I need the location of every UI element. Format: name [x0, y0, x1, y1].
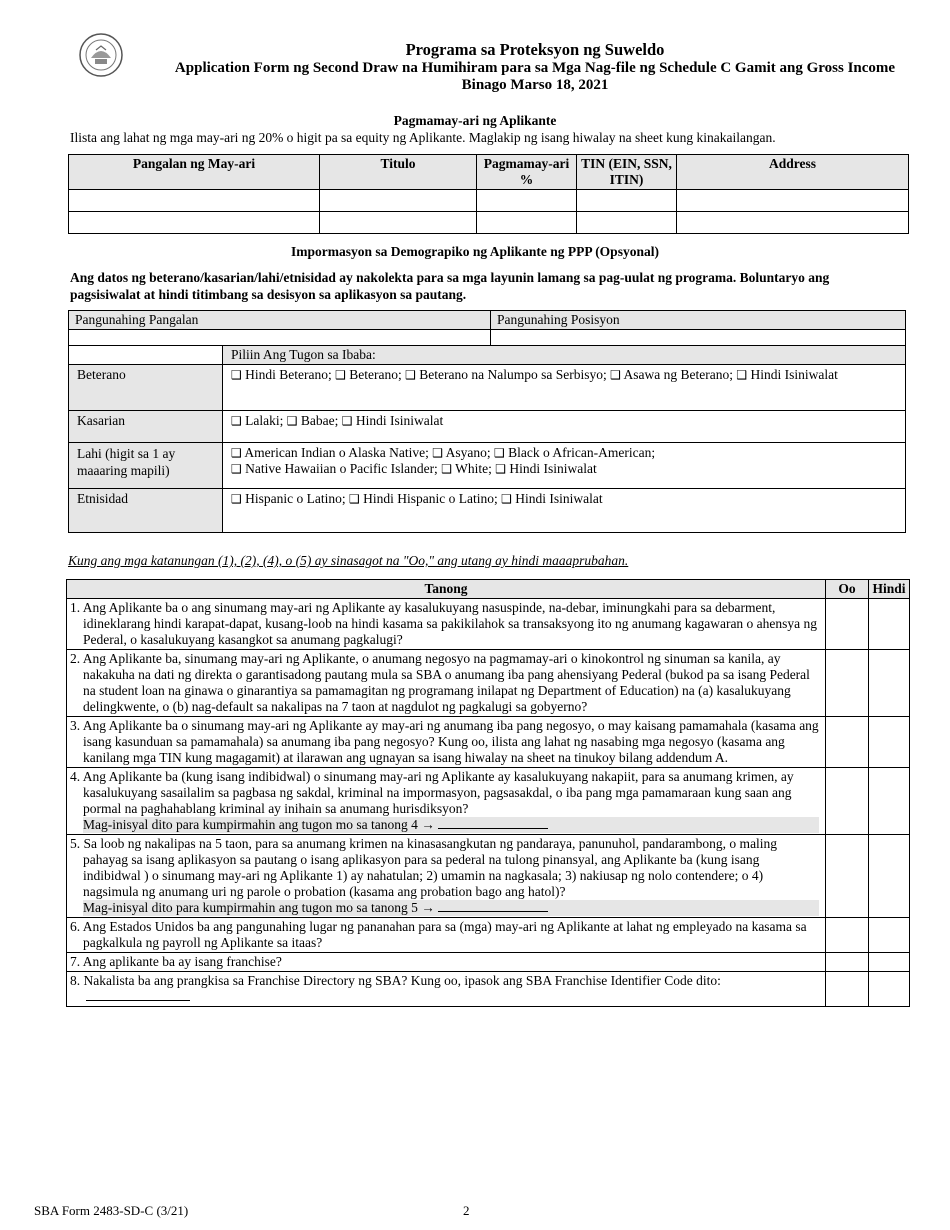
- question-body: Ang Aplikante ba, sinumang may-ari ng Aplikante, o anumang negosyo na pagmamay-ari o kinokontrol ng sinuman sa kanila, ay nakakuha na dati ng direkta o garantisadong pautang mula sa SBA o anumang iba pang ahensiyang Pederal (bukod pa sa isang Pederal na student loan na ginawa o ginarantiya sa pamamagitan ng programang inilapat ng Department of Education) na (a) kasalukuyang delingkwente, o (b) nag-default sa nakalipas na 7 taon at nagdulot ng pagkalugi sa gobyerno?: [82, 651, 810, 714]
- question-text: [67, 717, 826, 768]
- initial-prompt: [83, 900, 819, 916]
- question-row: [67, 953, 910, 972]
- question-text: [67, 650, 826, 717]
- ethnicity-option: Hindi Hispanic o Latino;: [363, 491, 498, 506]
- checkbox-icon[interactable]: ❑: [495, 462, 506, 476]
- ethnicity-option: Hispanic o Latino;: [245, 491, 346, 506]
- choose-label: Piliin Ang Tugon sa Ibaba:: [223, 346, 906, 365]
- question-number: 1.: [70, 600, 81, 615]
- owner-address-cell[interactable]: [677, 212, 909, 234]
- col-owner-name: Pangalan ng May-ari: [69, 155, 320, 190]
- demographic-title: Impormasyon sa Demograpiko ng Aplikante ng PPP (Opsyonal): [291, 244, 659, 259]
- question-text: [67, 972, 826, 1007]
- question-row: [67, 918, 910, 953]
- question-number: 7.: [70, 954, 81, 969]
- answer-yes-cell[interactable]: [826, 918, 869, 953]
- page-number: 2: [463, 1203, 470, 1218]
- owner-pct-cell[interactable]: [477, 190, 577, 212]
- owner-title-cell[interactable]: [320, 190, 477, 212]
- question-number: 3.: [70, 718, 81, 733]
- question-row: [67, 972, 910, 1007]
- form-title: Programa sa Proteksyon ng Suweldo: [405, 40, 665, 59]
- question-row: [67, 599, 910, 650]
- initial-prompt-text: Mag-inisyal dito para kumpirmahin ang tugon mo sa tanong 4 →: [83, 817, 435, 832]
- question-text: [67, 599, 826, 650]
- answer-no-cell[interactable]: [869, 768, 910, 835]
- checkbox-icon[interactable]: ❑: [349, 492, 360, 506]
- col-question: Tanong: [67, 580, 826, 599]
- race-options: [223, 443, 906, 489]
- owner-tin-cell[interactable]: [577, 212, 677, 234]
- principal-name-input[interactable]: [69, 330, 491, 346]
- principal-position-input[interactable]: [491, 330, 906, 346]
- gender-option: Babae;: [300, 413, 339, 428]
- form-id: SBA Form 2483-SD-C (3/21): [34, 1203, 189, 1218]
- checkbox-icon[interactable]: ❑: [231, 368, 242, 382]
- question-number: 4.: [70, 769, 81, 784]
- initial-prompt-text: Mag-inisyal dito para kumpirmahin ang tugon mo sa tanong 5 →: [83, 900, 435, 915]
- sba-seal-icon: [78, 32, 124, 78]
- col-ownership-pct: Pagmamay-ari %: [477, 155, 577, 190]
- answer-yes-cell[interactable]: [826, 599, 869, 650]
- answer-yes-cell[interactable]: [826, 768, 869, 835]
- question-text: [67, 953, 826, 972]
- form-subtitle: Application Form ng Second Draw na Humihiram para sa Mga Nag-file ng Schedule C Gamit ang Gross Income: [174, 60, 896, 76]
- warning-note: Kung ang mga katanungan (1), (2), (4), o (5) ay sinasagot na "Oo," ang utang ay hindi maaaprubahan.: [68, 553, 629, 568]
- owner-name-cell[interactable]: [69, 190, 320, 212]
- race-option: Black o African-American;: [508, 445, 656, 460]
- question-body: Ang aplikante ba ay isang franchise?: [82, 954, 282, 969]
- question-row: [67, 835, 910, 918]
- question-row: [67, 768, 910, 835]
- race-label: [69, 443, 223, 489]
- question-number: 6.: [70, 919, 81, 934]
- answer-no-cell[interactable]: [869, 599, 910, 650]
- question-row: [67, 650, 910, 717]
- race-option: Asyano;: [445, 445, 491, 460]
- franchise-code-field[interactable]: [86, 989, 190, 1001]
- col-address: Address: [677, 155, 909, 190]
- questions-table: [66, 579, 910, 1007]
- veteran-option: Beterano na Nalumpo sa Serbisyo;: [419, 367, 607, 382]
- question-body: Ang Aplikante ba o ang sinumang may-ari ng Aplikante ay kasalukuyang nasuspinde, na-debar, iminungkahi para sa debarment, idineklarang hindi karapat-dapat, kusang-loob na hindi kasama sa pakikilahok sa transaksyong ito ng anumang kagawaran o ahensya ng Pederal, o kasalukuyang kasangkot sa anumang pagkalugi?: [82, 600, 818, 647]
- question-body: Ang Aplikante ba (kung isang indibidwal) o sinumang may-ari ng Aplikante ay kasalukuyang nakapiit, para sa anumang krimen, ay kasalukuyang sasailalim sa pagbasa ng sakdal, kriminal na impormasyon, pagsasakdal, o iba pang mga pamamaraan kung saan ang pormal na paghahablang kriminal ay inihain sa anumang hurisdiksyon?: [82, 769, 794, 816]
- checkbox-icon[interactable]: ❑: [231, 492, 242, 506]
- veteran-option: Asawa ng Beterano;: [623, 367, 733, 382]
- answer-no-cell[interactable]: [869, 717, 910, 768]
- question-number: 5.: [70, 836, 81, 851]
- answer-no-cell[interactable]: [869, 972, 910, 1007]
- question-text: [67, 918, 826, 953]
- ownership-instruction: Ilista ang lahat ng mga may-ari ng 20% o higit pa sa equity ng Aplikante. Maglakip ng isang hiwalay na sheet kung kinakailangan.: [70, 130, 776, 145]
- checkbox-icon[interactable]: ❑: [494, 446, 505, 460]
- initial-prompt: [83, 817, 819, 833]
- owner-row: [69, 190, 909, 212]
- checkbox-icon[interactable]: ❑: [736, 368, 748, 382]
- gender-options: [223, 411, 906, 443]
- question-body: Ang Aplikante ba o sinumang may-ari ng Aplikante ay may-ari ng anumang iba pang negosyo, o may kaisang pamamahala (kasama ang isang kasunduan sa pamamahala) sa anumang iba pang negosyo? Kung oo, ilista ang lahat ng nasabing mga negosyo (kasama ang kanilang mga TIN kung magagamit) at ilarawan ang ugnayan sa isang hiwalay na sheet na tinukoy bilang addendum A.: [82, 718, 819, 765]
- gender-option: Lalaki;: [245, 413, 284, 428]
- question-text: [67, 768, 826, 835]
- col-tin: TIN (EIN, SSN, ITIN): [577, 155, 677, 190]
- answer-yes-cell[interactable]: [826, 650, 869, 717]
- ownership-title: Pagmamay-ari ng Aplikante: [393, 113, 557, 128]
- veteran-label: Beterano: [69, 365, 223, 411]
- ethnicity-option: Hindi Isiniwalat: [515, 491, 603, 506]
- owner-tin-cell[interactable]: [577, 190, 677, 212]
- veteran-option: Beterano;: [349, 367, 402, 382]
- initial-field[interactable]: [438, 900, 548, 912]
- question-body: Nakalista ba ang prangkisa sa Franchise Directory ng SBA? Kung oo, ipasok ang SBA Franchise Identifier Code dito:: [83, 973, 721, 988]
- question-row: [67, 717, 910, 768]
- checkbox-icon[interactable]: ❑: [610, 368, 621, 382]
- answer-yes-cell[interactable]: [826, 835, 869, 918]
- demographic-table: [68, 345, 906, 533]
- owner-address-cell[interactable]: [677, 190, 909, 212]
- col-title: Titulo: [320, 155, 477, 190]
- veteran-option: Hindi Isiniwalat: [750, 367, 838, 382]
- race-option: American Indian o Alaska Native;: [244, 445, 429, 460]
- ethnicity-label: Etnisidad: [69, 489, 223, 533]
- checkbox-icon[interactable]: ❑: [231, 414, 242, 428]
- checkbox-icon[interactable]: ❑: [231, 462, 242, 476]
- ethnicity-options: [223, 489, 906, 533]
- question-text: [67, 835, 826, 918]
- demographic-note: Ang datos ng beterano/kasarian/lahi/etnisidad ay nakolekta para sa mga layunin lamang sa pag-uulat ng programa. Boluntaryo ang pagsisiwalat at hindi titimbang sa desisyon sa aplikasyon sa pautang.: [70, 270, 830, 302]
- veteran-option: Hindi Beterano;: [245, 367, 332, 382]
- owner-name-cell[interactable]: [69, 212, 320, 234]
- race-option: Hindi Isiniwalat: [509, 461, 597, 476]
- question-body: Sa loob ng nakalipas na 5 taon, para sa anumang krimen na kinasasangkutan ng pandaraya, panunuhol, pandarambong, o maling pahayag sa isang aplikasyon sa pautang o isang aplikasyon para sa pederal na tulong pinansyal, ang Aplikante ba (kung isang indibidwal ) o sinumang may-ari ng Aplikante 1) ay nahatulan; 2) umamin na nagkasala; 3) nakiusap ng nolo contendere; o 4) nagsimula ng anumang uri ng parole o probation (kasama ang probation bago ang hatol)?: [83, 836, 778, 899]
- checkbox-icon[interactable]: ❑: [335, 368, 346, 382]
- principal-name-label: Pangunahing Pangalan: [69, 311, 491, 330]
- principal-table: [68, 310, 906, 346]
- checkbox-icon[interactable]: ❑: [432, 446, 443, 460]
- race-label-line2: maaaring mapili): [77, 463, 170, 478]
- answer-no-cell[interactable]: [869, 650, 910, 717]
- owner-pct-cell[interactable]: [477, 212, 577, 234]
- veteran-options: [223, 365, 906, 411]
- race-option: White;: [455, 461, 492, 476]
- question-body: Ang Estados Unidos ba ang pangunahing lugar ng pananahan para sa (mga) may-ari ng Aplikante at lahat ng empleyado na kasama sa pagkalkula ng payroll ng Aplikante sa itaas?: [82, 919, 807, 950]
- initial-field[interactable]: [438, 817, 548, 829]
- checkbox-icon[interactable]: ❑: [405, 368, 416, 382]
- empty-corner: [69, 346, 223, 365]
- checkbox-icon[interactable]: ❑: [501, 492, 512, 506]
- answer-no-cell[interactable]: [869, 835, 910, 918]
- race-option: Native Hawaiian o Pacific Islander;: [245, 461, 438, 476]
- revision-date: Binago Marso 18, 2021: [461, 77, 609, 93]
- checkbox-icon[interactable]: ❑: [441, 462, 452, 476]
- owner-title-cell[interactable]: [320, 212, 477, 234]
- gender-option: Hindi Isiniwalat: [355, 413, 444, 428]
- question-number: 8.: [70, 973, 81, 988]
- answer-yes-cell[interactable]: [826, 953, 869, 972]
- checkbox-icon[interactable]: ❑: [286, 414, 298, 428]
- col-no: Hindi: [869, 580, 910, 599]
- answer-no-cell[interactable]: [869, 953, 910, 972]
- owner-row: [69, 212, 909, 234]
- col-yes: Oo: [826, 580, 869, 599]
- checkbox-icon[interactable]: ❑: [231, 446, 242, 460]
- answer-no-cell[interactable]: [869, 918, 910, 953]
- answer-yes-cell[interactable]: [826, 972, 869, 1007]
- race-label-line1: Lahi (higit sa 1 ay: [77, 446, 176, 461]
- principal-position-label: Pangunahing Posisyon: [491, 311, 906, 330]
- answer-yes-cell[interactable]: [826, 717, 869, 768]
- ownership-table: [68, 154, 909, 234]
- question-number: 2.: [70, 651, 81, 666]
- checkbox-icon[interactable]: ❑: [341, 414, 353, 428]
- gender-label: Kasarian: [69, 411, 223, 443]
